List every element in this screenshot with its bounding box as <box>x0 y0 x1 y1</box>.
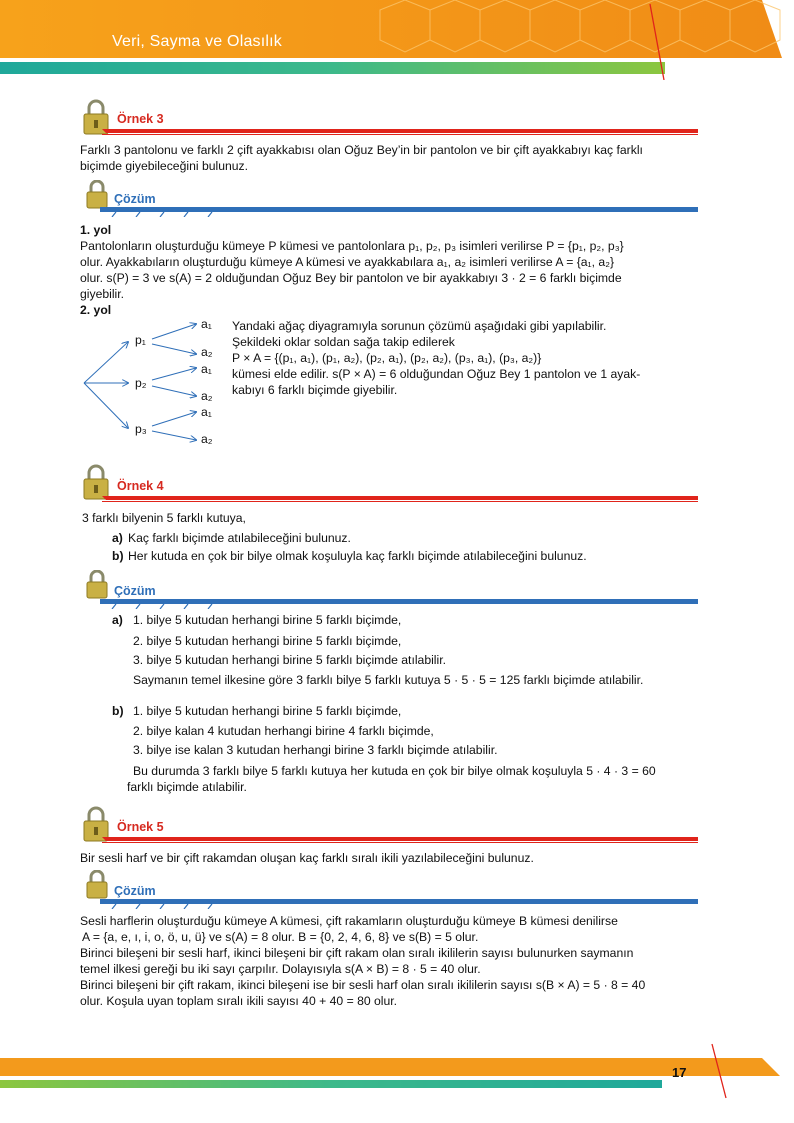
tree-node-p: p₂ <box>135 376 147 390</box>
example-label: Örnek 4 <box>117 479 164 493</box>
page-number: 17 <box>672 1065 687 1080</box>
solution-line: Sesli harflerin oluşturduğu kümeye A kümesi, çift rakamların oluşturduğu kümeye B kümesi denilirse <box>80 914 618 928</box>
example-label: Örnek 5 <box>117 820 164 834</box>
example-underline <box>78 837 698 847</box>
solution-underline <box>78 899 698 909</box>
solution-header <box>78 870 698 910</box>
solution-label: Çözüm <box>114 192 156 206</box>
solution-line: Yandaki ağaç diyagramıyla sorunun çözümü aşağıdaki gibi yapılabilir. <box>232 319 607 333</box>
solution-line: 2. bilye kalan 4 kutudan herhangi birine 4 farklı biçimde, <box>133 724 434 738</box>
tree-node-a: a₂ <box>201 432 213 446</box>
solution-line: olur. Ayakkabıların oluşturduğu kümeye A kümesi ve ayakkabılara a₁, a₂ isimleri verilirse A = {a₁, a₂} <box>80 255 615 269</box>
solution-line: Saymanın temel ilkesine göre 3 farklı bilye 5 farklı kutuya 5 · 5 · 5 = 125 farklı biçimde atılabilir. <box>133 673 644 687</box>
tree-node-a: a₁ <box>201 405 212 419</box>
part-text: Her kutuda en çok bir bilye olmak koşuluyla kaç farklı biçimde atılabileceğini bulunuz. <box>128 549 587 563</box>
question-line: Bir sesli harf ve bir çift rakamdan oluşan kaç farklı sıralı ikili yazılabileceğini bulunuz. <box>80 851 534 865</box>
solution-header <box>78 570 698 610</box>
solution-line: kümesi elde edilir. s(P × A) = 6 olduğundan Oğuz Bey 1 pantolon ve 1 ayak- <box>232 367 641 381</box>
solution-line: olur. s(P) = 3 ve s(A) = 2 olduğundan Oğuz Bey bir pantolon ve bir ayakkabıyı 3 · 2 = 6 farklı biçimde <box>80 271 622 285</box>
solution-line: 3. bilye 5 kutudan herhangi birine 5 farklı biçimde atılabilir. <box>133 653 446 667</box>
solution-line: Şekildeki oklar soldan sağa takip edilerek <box>232 335 455 349</box>
tree-node-a: a₁ <box>201 317 212 331</box>
question-line: biçimde giyebileceğini bulunuz. <box>80 159 249 173</box>
tree-node-a: a₂ <box>201 389 213 403</box>
part-mark: b) <box>112 549 124 563</box>
solution-underline <box>78 599 698 609</box>
question-line: Farklı 3 pantolonu ve farklı 2 çift ayakkabısı olan Oğuz Bey’in bir pantolon ve bir çift ayakkabıyı kaç farklı <box>80 143 643 157</box>
solution-line: 1. bilye 5 kutudan herhangi birine 5 farklı biçimde, <box>133 613 402 627</box>
solution-line: olur. Koşula uyan toplam sıralı ikili sayısı 40 + 40 = 80 olur. <box>80 994 398 1008</box>
solution-line: Bu durumda 3 farklı bilye 5 farklı kutuya her kutuda en çok bir bilye olmak koşuluyla 5 · 4 · 3 = 60 <box>133 764 656 778</box>
solution-line: Pantolonların oluşturduğu kümeye P kümesi ve pantolonlara p₁, p₂, p₃ isimleri verilirse P = {p₁, p₂, p₃} <box>80 239 624 253</box>
part-mark: b) <box>112 704 124 718</box>
solution-line: kabıyı 6 farklı biçimde giyebilir. <box>232 383 398 397</box>
part-mark: a) <box>112 531 123 545</box>
tree-node-a: a₁ <box>201 362 212 376</box>
key-icon <box>82 570 114 602</box>
example-4-header <box>78 462 698 504</box>
key-icon <box>82 870 114 902</box>
way-title: 1. yol <box>80 223 112 237</box>
tree-node-p: p₁ <box>135 333 146 347</box>
solution-line: temel ilkesi gereği bu iki sayı çarpılır. Dolayısıyla s(A × B) = 8 · 5 = 40 olur. <box>80 962 481 976</box>
part-text: Kaç farklı biçimde atılabileceğini bulunuz. <box>128 531 351 545</box>
tree-node-a: a₂ <box>201 345 213 359</box>
way-title: 2. yol <box>80 303 112 317</box>
solution-label: Çözüm <box>114 884 156 898</box>
example-underline <box>78 496 698 506</box>
solution-line: 1. bilye 5 kutudan herhangi birine 5 farklı biçimde, <box>133 704 402 718</box>
example-3-header <box>78 97 698 139</box>
question-line: 3 farklı bilyenin 5 farklı kutuya, <box>82 511 246 525</box>
example-5-header <box>78 804 698 846</box>
solution-line: Birinci bileşeni bir çift rakam, ikinci bileşeni ise bir sesli harf olan sıralı ikililerin sayısı s(B × A) = 5 · 8 = 40 <box>80 978 646 992</box>
header-title: Veri, Sayma ve Olasılık <box>112 33 282 50</box>
solution-line: 3. bilye ise kalan 3 kutudan herhangi birine 3 farklı biçimde atılabilir. <box>133 743 498 757</box>
solution-header <box>78 180 698 220</box>
tree-node-p: p₃ <box>135 422 147 436</box>
solution-line: 2. bilye 5 kutudan herhangi birine 5 farklı biçimde, <box>133 634 402 648</box>
solution-line: P × A = {(p₁, a₁), (p₁, a₂), (p₂, a₁), (p₂, a₂), (p₃, a₁), (p₃, a₂)} <box>232 351 542 365</box>
solution-underline <box>78 207 698 217</box>
solution-line: Birinci bileşeni bir sesli harf, ikinci bileşeni bir çift rakam olan sıralı ikililerin sayısı bulunurken saymanın <box>80 946 634 960</box>
example-label: Örnek 3 <box>117 112 164 126</box>
tree-diagram <box>78 316 238 446</box>
solution-label: Çözüm <box>114 584 156 598</box>
solution-line: A = {a, e, ı, i, o, ö, u, ü} ve s(A) = 8 olur. B = {0, 2, 4, 6, 8} ve s(B) = 5 olur. <box>82 930 479 944</box>
part-mark: a) <box>112 613 123 627</box>
example-underline <box>78 129 698 139</box>
solution-line: farklı biçimde atılabilir. <box>127 780 247 794</box>
solution-line: giyebilir. <box>80 287 125 301</box>
